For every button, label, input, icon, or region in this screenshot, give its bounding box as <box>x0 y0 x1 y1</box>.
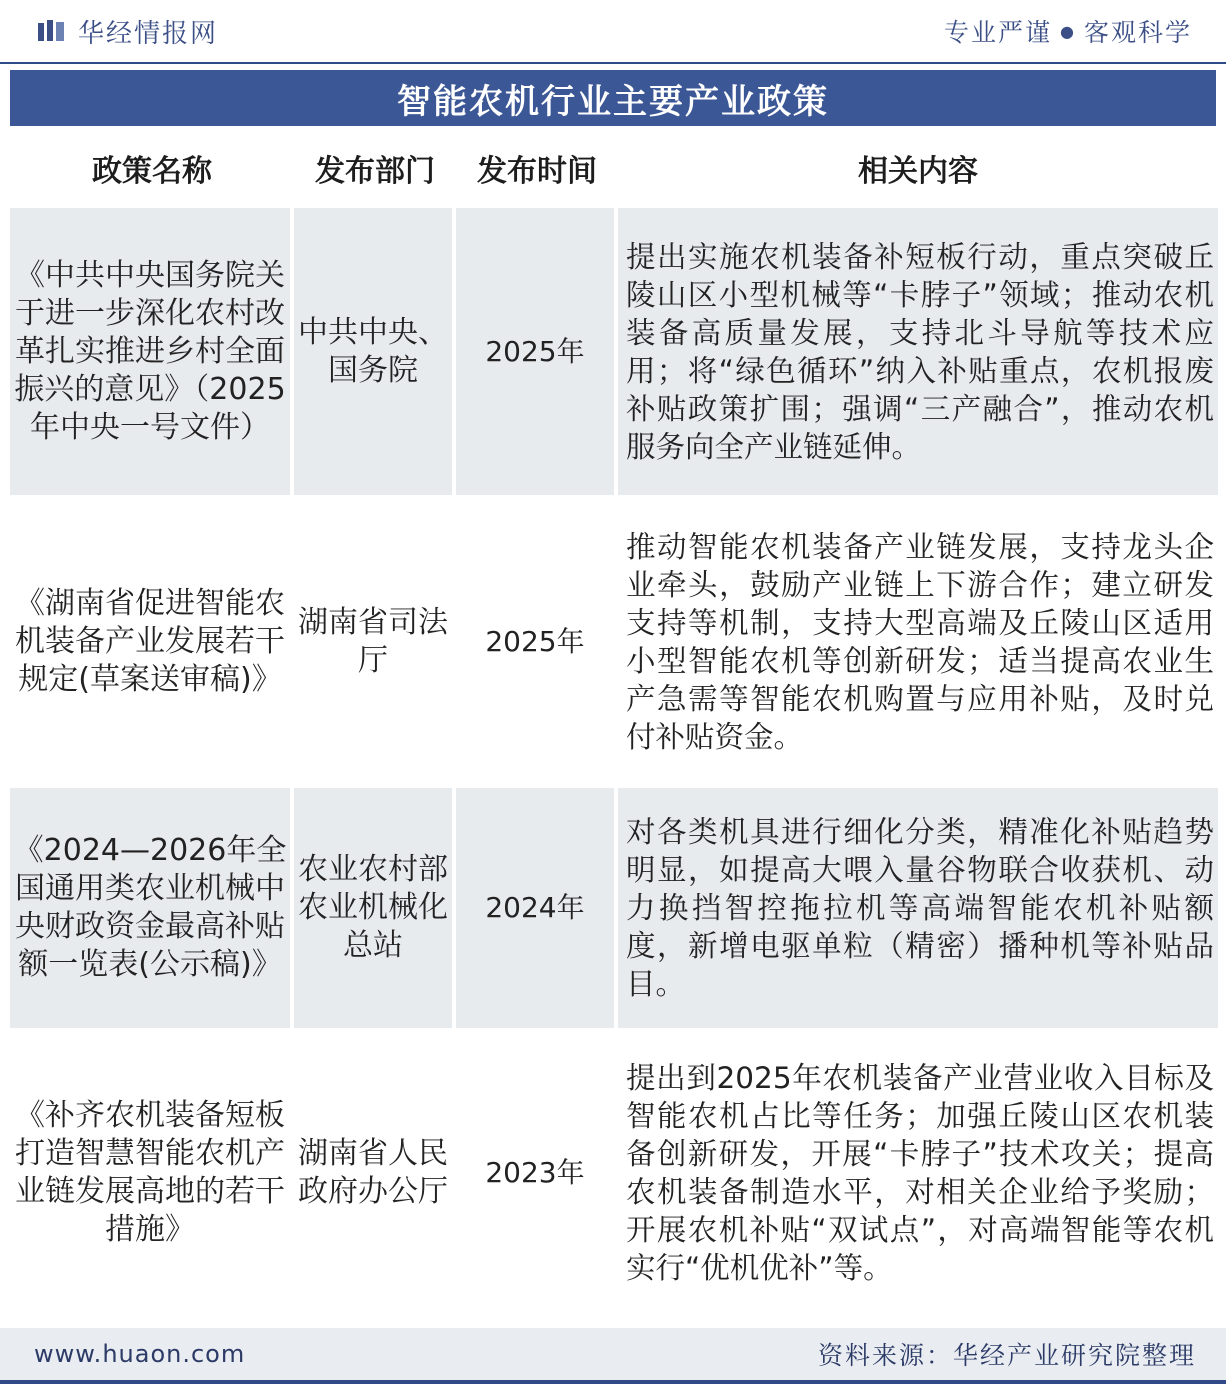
slogan-dot: ● <box>1060 21 1076 41</box>
content-cell: 对各类机具进行细化分类，精准化补贴趋势明显，如提高大喂入量谷物联合收获机、动力换挡智控拖拉机等高端智能农机补贴额度，新增电驱单粒（精密）播种机等补贴品目。 <box>618 788 1218 1028</box>
department-cell: 中共中央、国务院 <box>294 208 456 495</box>
brand <box>36 13 218 50</box>
date-cell: 2025年 <box>456 495 618 788</box>
department-cell: 湖南省人民政府办公厅 <box>294 1028 456 1318</box>
column-header-date: 发布时间 <box>477 154 597 189</box>
website-link[interactable]: www.huaon.com <box>34 1340 246 1368</box>
department-cell: 农业农村部农业机械化总站 <box>294 788 456 1028</box>
policy-name-cell: 《补齐农机装备短板打造智慧智能农机产业链发展高地的若干措施》 <box>10 1028 294 1318</box>
policy-name-cell: 《中共中央国务院关于进一步深化农村改革扎实推进乡村全面振兴的意见》（2025年中央一号文件） <box>10 208 294 495</box>
slogan <box>944 13 1192 49</box>
column-header-policy-name: 政策名称 <box>92 154 212 189</box>
column-header-content: 相关内容 <box>858 154 978 189</box>
policy-table <box>10 208 1218 1318</box>
brand-name: 华经情报网 <box>78 18 219 49</box>
column-header-department: 发布部门 <box>315 154 435 189</box>
page-header <box>0 0 1226 64</box>
department-cell: 湖南省司法厅 <box>294 495 456 788</box>
date-cell: 2023年 <box>456 1028 618 1318</box>
data-source: 资料来源：华经产业研究院整理 <box>817 1341 1196 1370</box>
date-cell: 2024年 <box>456 788 618 1028</box>
content-cell: 推动智能农机装备产业链发展，支持龙头企业牵头，鼓励产业链上下游合作；建立研发支持等机制，支持大型高端及丘陵山区适用小型智能农机等创新研发；适当提高农业生产急需等智能农机购置与应用补贴，及时兑付补贴资金。 <box>626 529 1214 754</box>
slogan-left: 专业严谨 <box>944 18 1053 47</box>
content-cell: 提出实施农机装备补短板行动，重点突破丘陵山区小型机械等“卡脖子”领域；推动农机装备高质量发展，支持北斗导航等技术应用；将“绿色循环”纳入补贴重点，农机报废补贴政策扩围；强调“三产融合”，推动农机服务向全产业链延伸。 <box>618 208 1218 495</box>
policy-name-cell: 《2024—2026年全国通用类农业机械中央财政资金最高补贴额一览表(公示稿)》 <box>10 788 294 1028</box>
policy-name-cell: 《湖南省促进智能农机装备产业发展若干规定(草案送审稿)》 <box>10 495 294 788</box>
content-cell: 提出到2025年农机装备产业营业收入目标及智能农机占比等任务；加强丘陵山区农机装备创新研发，开展“卡脖子”技术攻关；提高农机装备制造水平，对相关企业给予奖励；开展农机补贴“双试点”，对高端智能等农机实行“优机优补”等。 <box>626 1061 1214 1285</box>
table-title: 智能农机行业主要产业政策 <box>10 70 1216 126</box>
table-header <box>10 130 1218 206</box>
page-footer <box>0 1328 1226 1384</box>
date-cell: 2025年 <box>456 208 618 495</box>
slogan-right: 客观科学 <box>1083 18 1192 47</box>
huajing-logo-icon <box>36 18 66 44</box>
